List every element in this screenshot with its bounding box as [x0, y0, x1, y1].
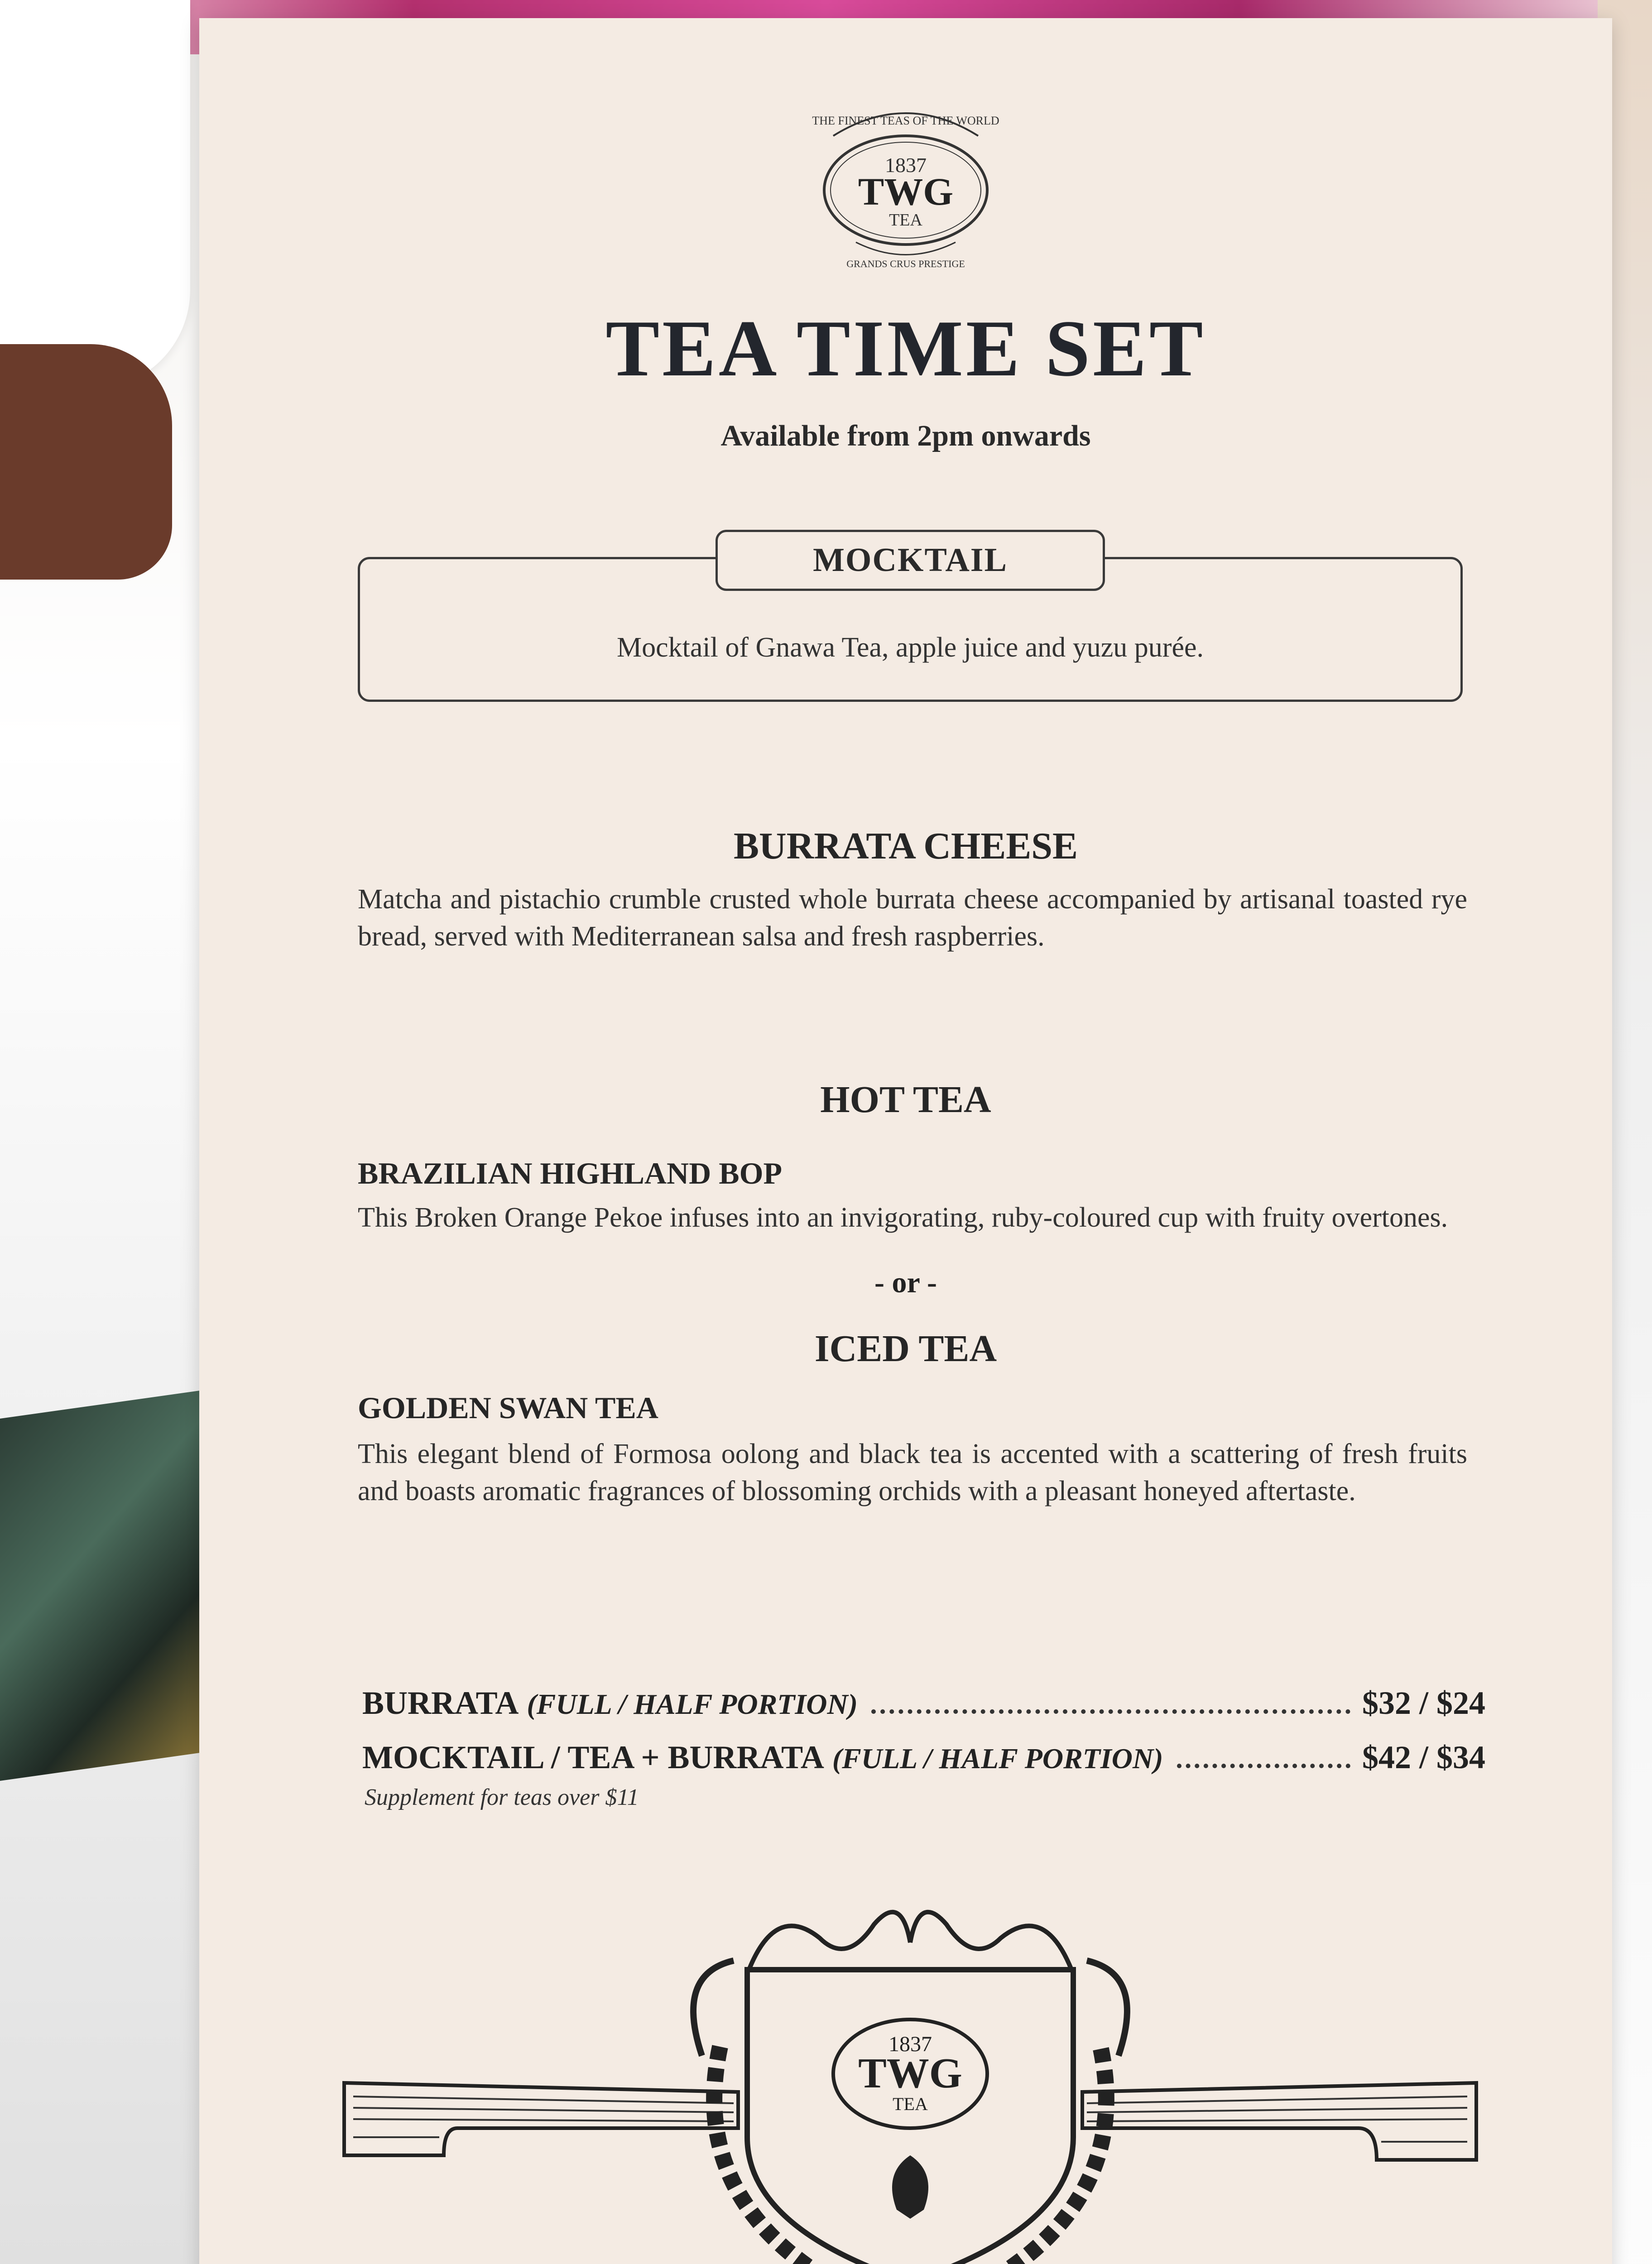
iced-tea-heading: ICED TEA	[814, 1328, 997, 1370]
burrata-heading: BURRATA CHEESE	[733, 825, 1078, 867]
price-note: (FULL / HALF PORTION)	[832, 1742, 1163, 1775]
price-row-combo	[362, 1739, 1485, 1784]
svg-text:THE FINEST TEAS OF THE WORLD: THE FINEST TEAS OF THE WORLD	[812, 114, 999, 127]
svg-text:TWG: TWG	[858, 170, 954, 213]
menu-card	[199, 18, 1612, 2264]
or-separator: - or -	[874, 1266, 937, 1299]
background-sleeve	[0, 0, 190, 389]
menu-title: TEA TIME SET	[605, 303, 1206, 393]
price-leader-dots	[871, 1709, 1350, 1714]
svg-text:GRANDS CRUS PRESTIGE: GRANDS CRUS PRESTIGE	[846, 258, 965, 269]
burrata-description: Matcha and pistachio crumble crusted whole burrata cheese accompanied by artisanal toasted rye bread, served with Mediterranean salsa and fresh raspberries.	[358, 884, 1467, 952]
svg-text:TWG: TWG	[858, 2050, 962, 2097]
hot-tea-name: BRAZILIAN HIGHLAND BOP	[358, 1156, 783, 1190]
iced-tea-description: This elegant blend of Formosa oolong and black tea is accented with a scattering of fresh fruits and boasts aromatic fragrances of blossoming orchids with a pleasant honeyed aftertaste.	[358, 1439, 1467, 1506]
twg-logo-icon	[806, 82, 1005, 276]
mocktail-description: Mocktail of Gnawa Tea, apple juice and yuzu purée.	[616, 632, 1204, 663]
svg-text:TEA: TEA	[893, 2094, 928, 2114]
svg-text:TEA: TEA	[889, 211, 922, 230]
hot-tea-description: This Broken Orange Pekoe infuses into an invigorating, ruby-coloured cup with fruity overtones.	[358, 1202, 1448, 1233]
price-label: MOCKTAIL / TEA + BURRATA	[362, 1739, 824, 1775]
price-value: $42 / $34	[1362, 1739, 1485, 1775]
menu-subtitle: Available from 2pm onwards	[720, 419, 1091, 452]
iced-tea-name: GOLDEN SWAN TEA	[358, 1391, 658, 1425]
hot-tea-heading: HOT TEA	[820, 1079, 991, 1121]
mocktail-heading: MOCKTAIL	[716, 530, 1105, 591]
background-book	[0, 1389, 213, 1781]
price-value: $32 / $24	[1362, 1685, 1485, 1721]
svg-text:1837: 1837	[885, 153, 927, 177]
supplement-note: Supplement for teas over $11	[365, 1784, 639, 1810]
svg-text:1837: 1837	[888, 2032, 932, 2056]
background-arm	[0, 344, 172, 580]
price-row-burrata	[362, 1684, 1485, 1730]
price-label: BURRATA	[362, 1685, 519, 1721]
price-note: (FULL / HALF PORTION)	[527, 1688, 858, 1720]
price-leader-dots	[1177, 1764, 1350, 1768]
twg-emblem-illustration	[340, 1884, 1481, 2264]
